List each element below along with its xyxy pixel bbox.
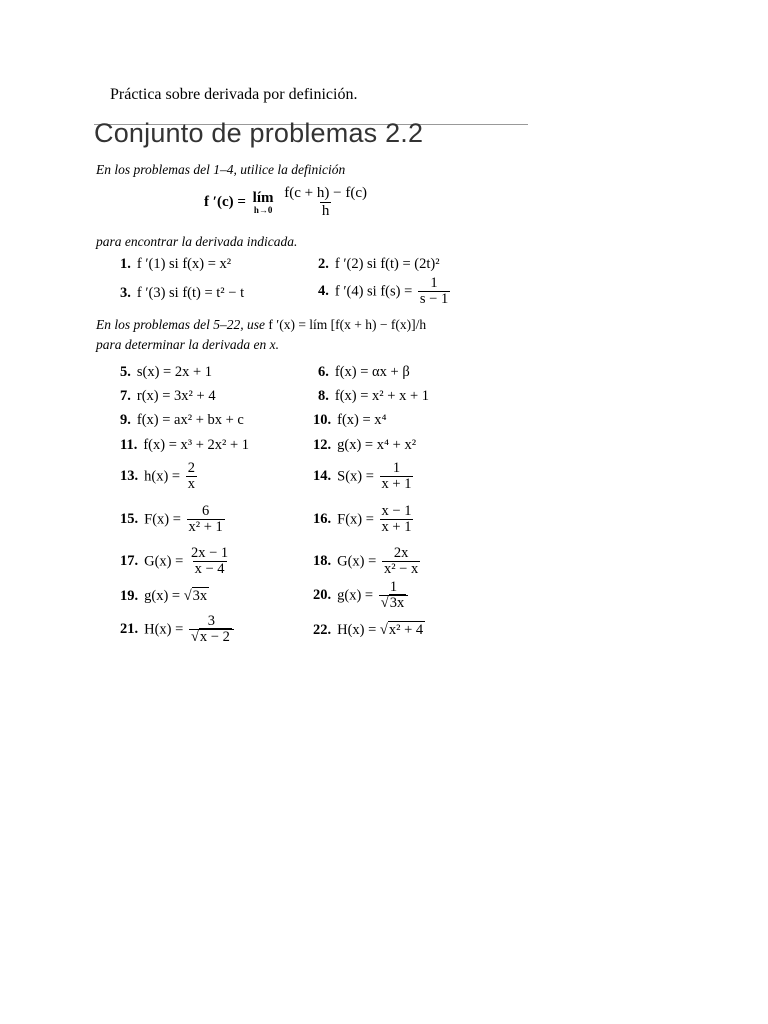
- problem-22: 22. H(x) = √x² + 4: [313, 622, 424, 638]
- problem-4: 4. f ′(4) si f(s) = $\frac{1}{s - 1}$: [318, 275, 449, 308]
- problem-21: 21. H(x) = $\frac{3}{√x - 2}$: [120, 614, 236, 646]
- problem-15: 15. F(x) = $\frac{6}{\text{x² + 1}}$: [120, 503, 223, 536]
- problem-5: 5. s(x) = 2x + 1: [120, 364, 213, 380]
- problem-6: 6. f(x) = αx + β: [318, 364, 410, 380]
- problem-14: 14. S(x) = $\frac{1}{x + 1}$: [313, 460, 412, 493]
- problem-11: 11. f(x) = x³ + 2x² + 1: [120, 437, 250, 453]
- problem-12: 12. g(x) = x⁴ + x²: [313, 437, 417, 453]
- instructions-2-end: para determinar la derivada en x.: [96, 337, 279, 352]
- problem-2: 2. f ′(2) si f(t) = (2t)²: [318, 256, 440, 272]
- problem-19: 19. g(x) = √3x: [120, 588, 208, 604]
- problem-18: 18. G(x) = $\frac{2x}{\text{x² − x}}$: [313, 545, 419, 578]
- problem-20: 20. g(x) = $\frac{1}{√3x}$: [313, 580, 410, 612]
- document-title: Práctica sobre derivada por definición.: [110, 86, 358, 103]
- problem-7: 7. r(x) = 3x² + 4: [120, 388, 216, 404]
- problem-16: 16. F(x) = $\frac{x - 1}{x + 1}$: [313, 503, 412, 536]
- instructions-2: En los problemas del 5–22, use f ′(x) = lím [f(x + h) − f(x)]/h: [96, 317, 427, 332]
- problem-13: 13. h(x) = $\frac{2}{x}$: [120, 460, 195, 493]
- instructions-1-end: para encontrar la derivada indicada.: [96, 234, 298, 249]
- definition-formula: [204, 186, 371, 219]
- problem-17: 17. G(x) = $\frac{2x - 1}{x - 4}$: [120, 545, 229, 578]
- definition-fraction: $\frac{f(c + h) - f(c)}{h}$: [284, 185, 367, 219]
- instructions-1: En los problemas del 1–4, utilice la definición: [96, 162, 346, 177]
- problem-9: 9. f(x) = ax² + bx + c: [120, 412, 244, 428]
- problem-1: 1. f ′(1) si f(x) = x²: [120, 256, 232, 272]
- limit-operator: lím h→0: [252, 189, 274, 215]
- problem-10: 10. f(x) = x⁴: [313, 412, 387, 428]
- definition-lhs: f ′(c) =: [204, 194, 246, 211]
- section-title: Conjunto de problemas 2.2: [94, 118, 424, 148]
- problem-8: 8. f(x) = x² + x + 1: [318, 388, 429, 404]
- problem-3: 3. f ′(3) si f(t) = t² − t: [120, 285, 245, 301]
